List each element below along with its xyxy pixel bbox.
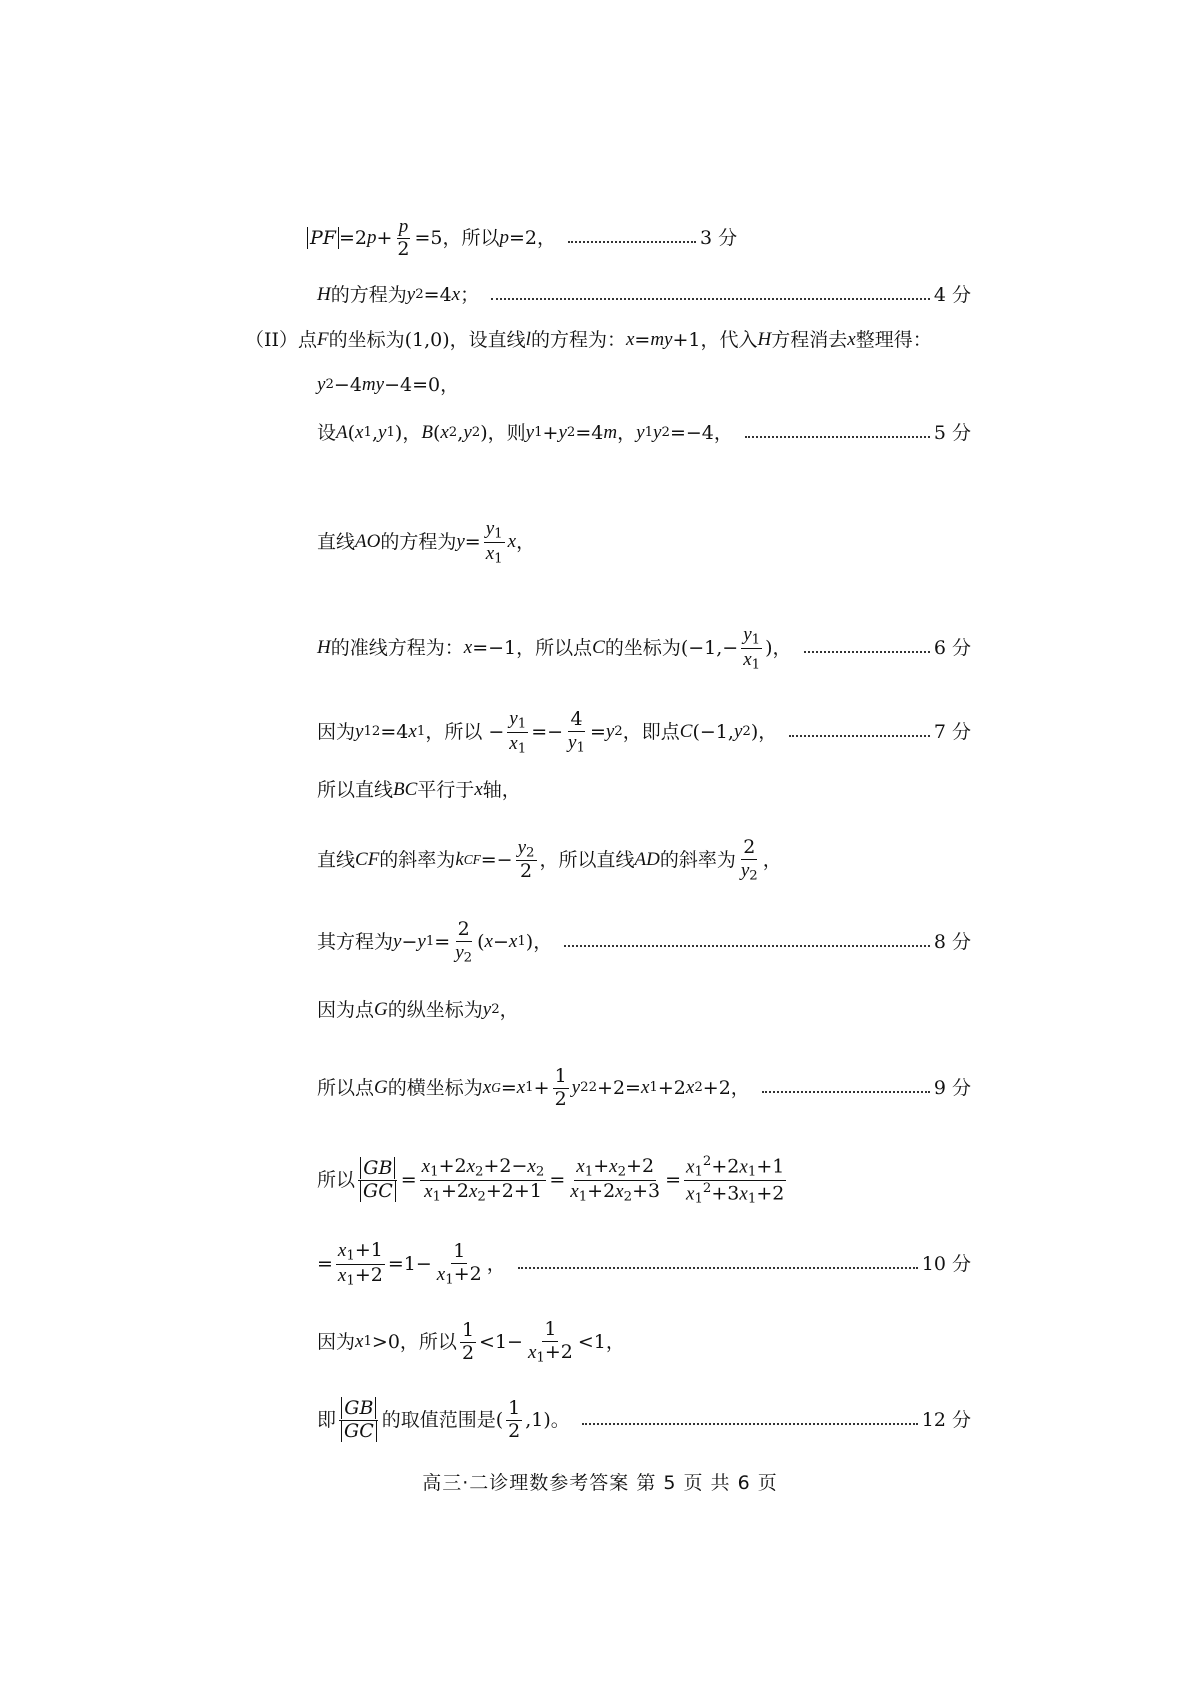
line-math: 所以直线 BC 平行于 x 轴， [317,778,521,801]
score-label: 7 分 [933,720,971,743]
solution-line-1 [0,208,1200,268]
line-math: 其方程为 y − y 1 = $\frac{2}{y_2}$ ( x − x 1 )， [317,917,553,965]
solution-line-15 [0,1234,1200,1294]
solution-line-16 [0,1312,1200,1372]
dot-leader [518,1267,918,1269]
solution-line-14 [0,1150,1200,1210]
line-math: 直线 CF 的斜率为 k CF =− $\frac{y_2}{2}$ ，所以直线 AD 的斜率为 $\frac{2}{y_2}$ ， [317,835,782,883]
solution-line-11 [0,912,1200,972]
line-math: 设 A ( x 1 , y 1 )， B ( x 2 , y 2 )，则 y 1 + y 2 =4 m ， y 1 y 2 =−4， [317,421,733,444]
dot-leader [804,651,930,653]
solution-line-6 [0,512,1200,572]
dot-leader [762,1091,930,1093]
score-label: 4 分 [933,283,971,306]
line-math: 所以点 G 的横坐标为 x G = x 1 + $\frac{1}{2}$ y 2 2 +2= x 1 +2 x 2 +2， [317,1064,750,1110]
score-label: 8 分 [933,930,971,953]
page-footer: 高三·二诊理数参考答案 第 5 页 共 6 页 [422,1472,778,1494]
line-math: 直线 AO 的方程为 y = $\frac{y_1}{x_1}$ x ， [317,517,536,566]
solution-line-9 [0,760,1200,820]
solution-line-5 [0,403,1200,463]
solution-line-12 [0,980,1200,1040]
dot-leader [568,241,696,243]
solution-line-10 [0,830,1200,890]
score-label: 10 分 [921,1252,971,1275]
line-math: 即 $\frac{GB}{GC}$ 的取值范围是( $\frac{1}{2}$ ,1)。 [317,1396,570,1442]
line-math: H 的方程为 y 2 =4 x ； [317,283,480,306]
line-math: （II）点 F 的坐标为(1,0)，设直线 l 的方程为： x = my +1，代入 H 方程消去 x 整理得： [245,328,932,351]
dot-leader [582,1423,918,1425]
line-math: 所以 $\frac{GB}{GC}$ = $\frac{x_1+2x_2+2-x_2}{x_1+2x_2+2+1}$ = $\frac{x_1+x_2+2}{x_1+2x_2+3}$ = $\frac{x_1^2+2x_1+1}{x_1^2+3x_1+2}$ [317,1153,785,1207]
line-math: 因为 x 1 >0，所以 $\frac{1}{2}$ <1− $\frac{1}{x_1+2}$ <1， [317,1317,625,1365]
solution-line-17 [0,1390,1200,1450]
line-math: PF =2 p + $\frac{p}{2}$ =5，所以 p =2， [307,216,556,261]
solution-line-7 [0,618,1200,678]
solution-line-13 [0,1058,1200,1118]
dot-leader [564,945,930,947]
score-label: 3 分 [700,226,738,249]
dot-leader [491,298,930,300]
line-math: y 2 −4 my −4=0， [317,373,460,396]
dot-leader [745,436,930,438]
line-math: H 的准线方程为： x =−1，所以点 C 的坐标为(−1,− $\frac{y_1}{x_1}$ )， [317,623,792,672]
line-math: 因为 y 1 2 =4 x 1 ，所以 − $\frac{y_1}{x_1}$ =− $\frac{4}{y_1}$ = y 2 ，即点 C (−1, y 2 )， [317,707,778,756]
solution-line-8 [0,702,1200,762]
line-math: = $\frac{x_1+1}{x_1+2}$ =1− $\frac{1}{x_1+2}$ ， [317,1238,506,1288]
line-math: 因为点 G 的纵坐标为 y 2 ， [317,998,519,1021]
score-label: 6 分 [933,636,971,659]
score-label: 9 分 [933,1076,971,1099]
score-label: 12 分 [921,1408,971,1431]
score-label: 5 分 [933,421,971,444]
dot-leader [789,735,930,737]
